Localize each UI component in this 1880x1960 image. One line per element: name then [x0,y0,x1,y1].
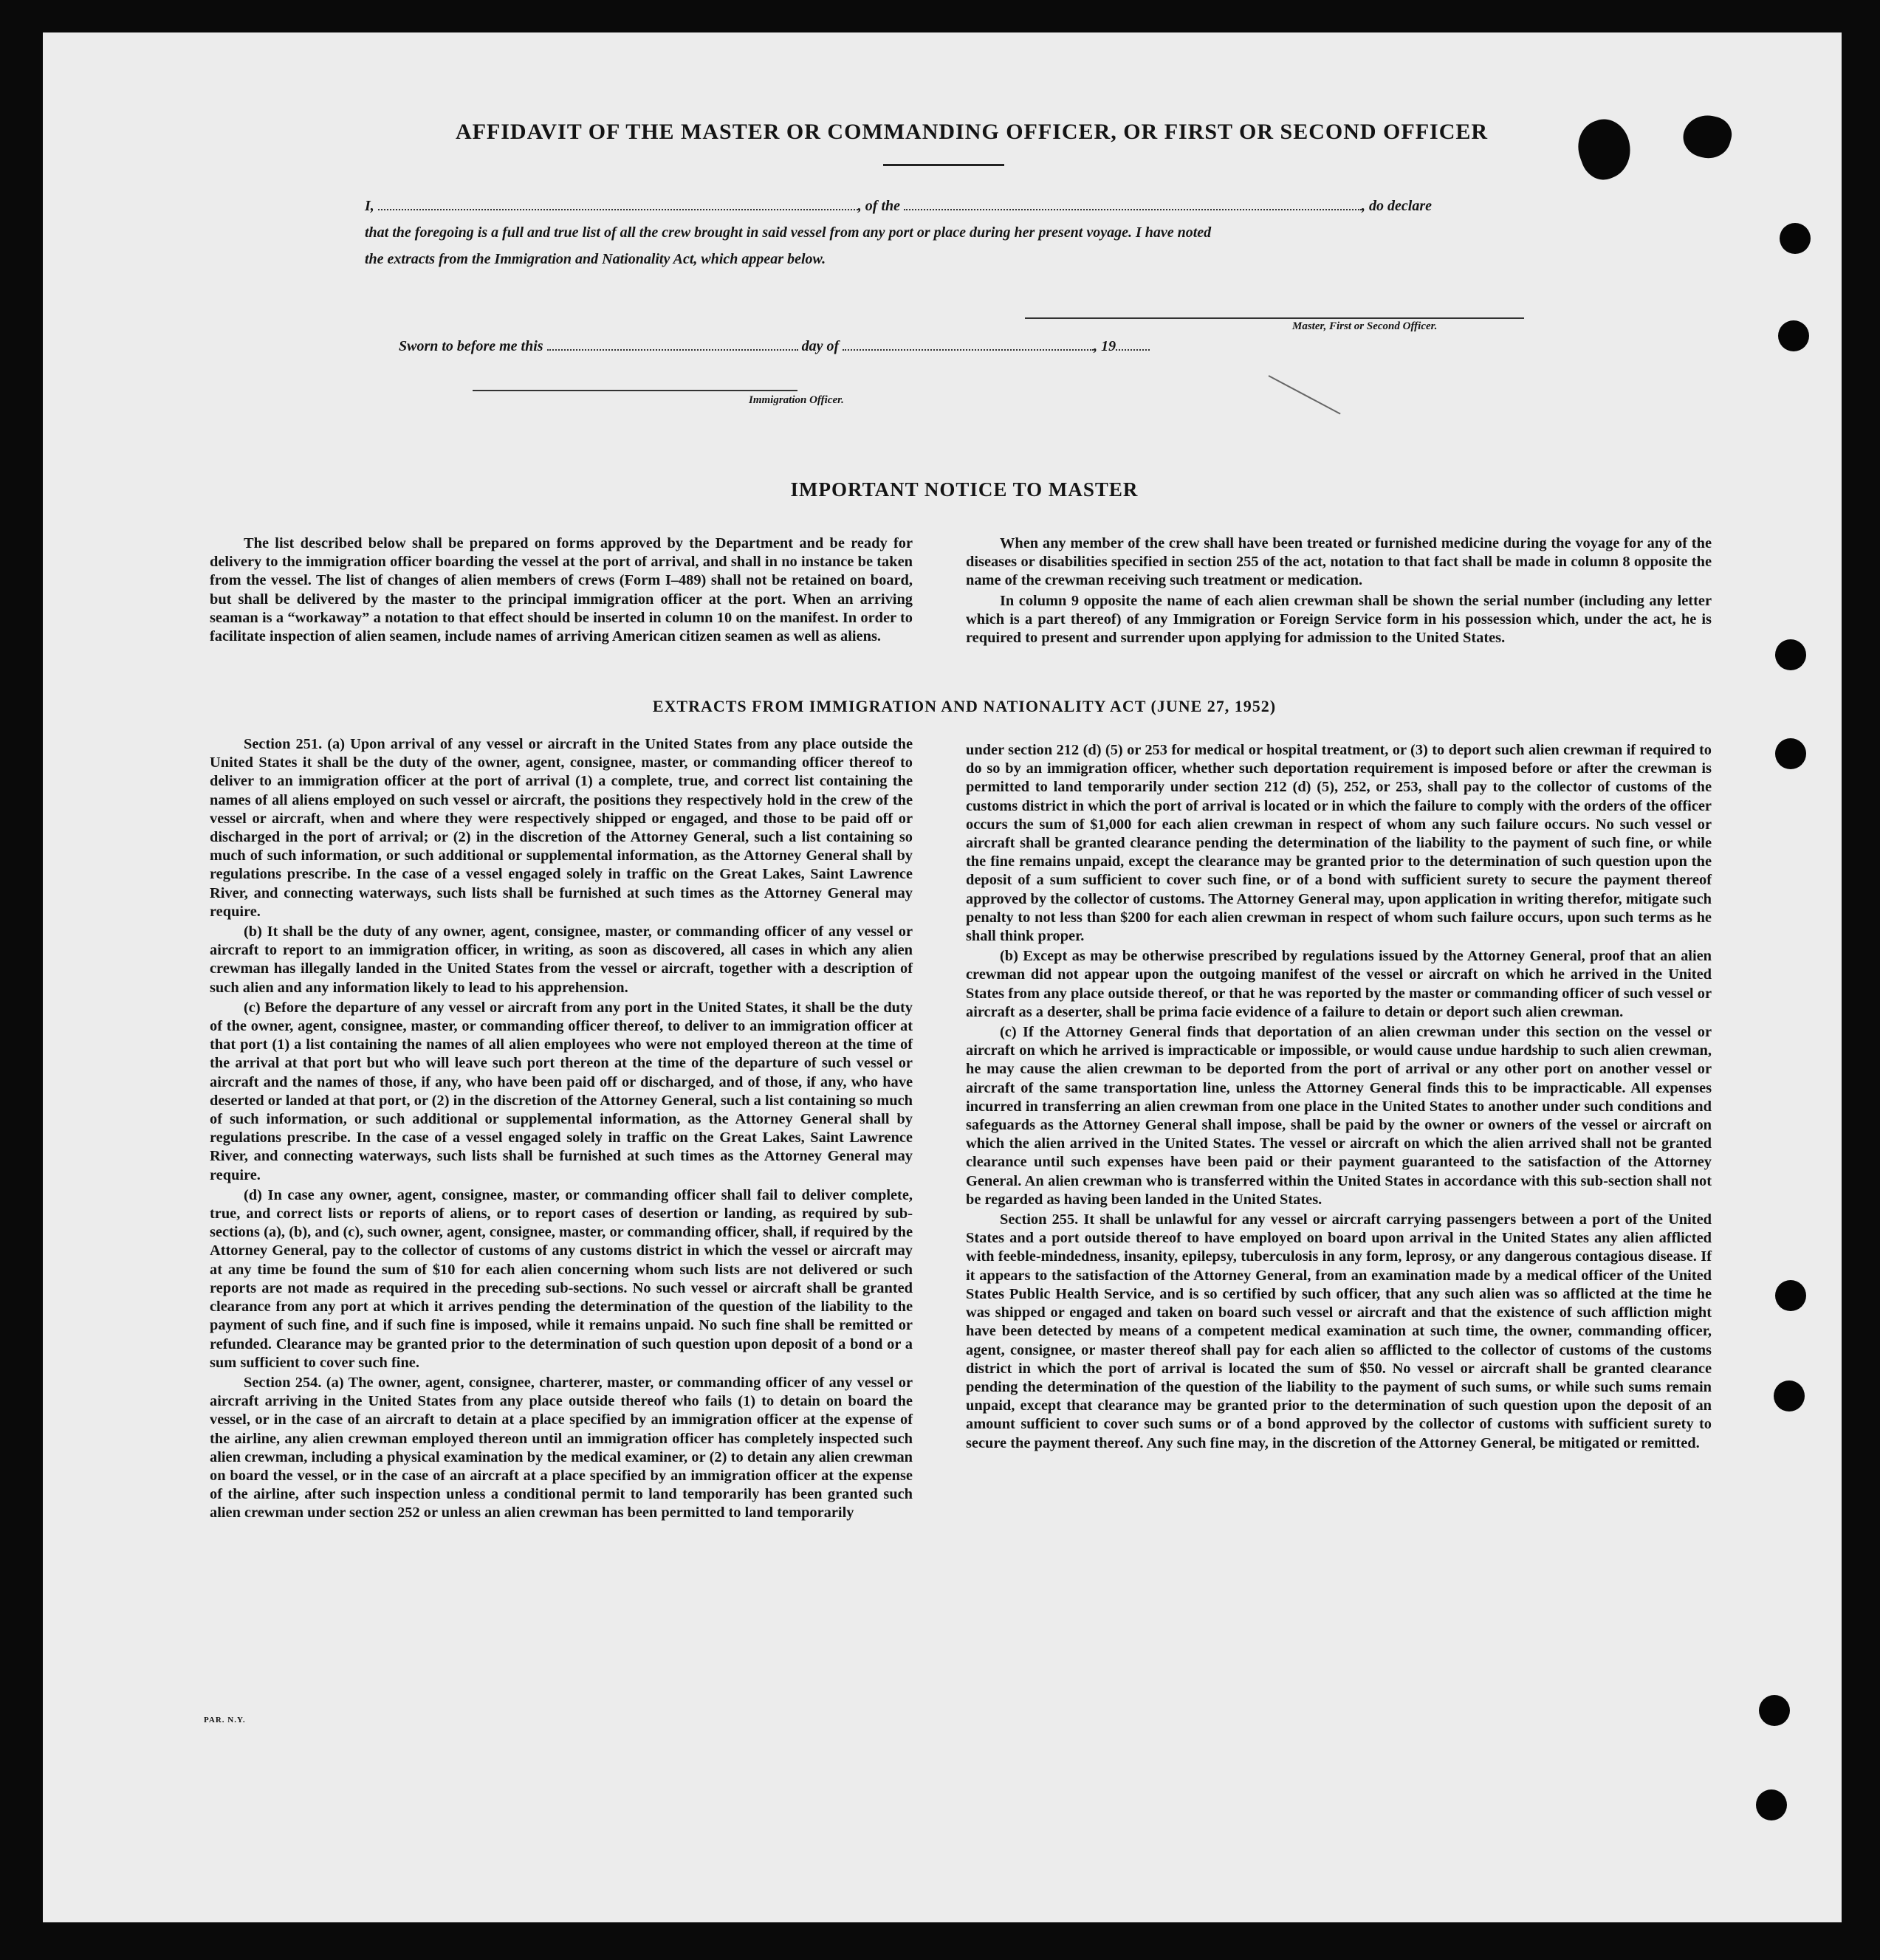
document-page [43,32,1842,1922]
name-blank[interactable] [378,206,858,210]
title-rule [883,164,1004,166]
extracts-left-column [210,735,913,1524]
extracts-title: EXTRACTS FROM IMMIGRATION AND NATIONALITY ACT (JUNE 27, 1952) [652,697,1277,715]
signature-caption: Master, First or Second Officer. [1292,320,1438,332]
notice-paragraph: When any member of the crew shall have been treated or furnished medicine during the voyage for any of the diseases or disabilities specified in section 255 of the act, notation to that fact shall be made in column 8 opposite the name of the crewman receiving such treatment or medication. [966,535,1712,589]
extract-paragraph: (b) It shall be the duty of any owner, agent, consignee, master, or commanding officer of any vessel or aircraft to report to an immigration officer, in writing, as soon as discovered, all cases in which any alien crewman has illegally landed in the United States from the vessel or aircraft, together with a description of such alien and any information likely to lead to his apprehension. [210,924,913,996]
notice-paragraph: The list described below shall be prepared on forms approved by the Department and be ready for delivery to the immigration officer boarding the vessel at the port of arrival, and shall in no instance be taken from the vessel. The list of changes of alien members of crews (Form I–489) shall not be retained on board, but shall be delivered by the master to the principal immigration officer at the port. When an arriving seaman is a “workaway” a notation to that effect should be inserted in column 10 on the manifest. In order to facilitate inspection of alien seamen, include names of arriving American citizen seamen as well as aliens. [210,535,913,645]
affidavit-line-1 [365,198,1432,215]
sworn-day-blank[interactable] [547,346,798,351]
document-title: AFFIDAVIT OF THE MASTER OR COMMANDING OFFICER, OR FIRST OR SECOND OFFICER [455,120,1489,144]
signature-line[interactable] [1025,317,1524,319]
extract-paragraph: (d) In case any owner, agent, consignee, master, or commanding officer shall fail to deliver complete, true, and correct lists or reports of aliens, or to report cases of desertion or landing, as required by sub-sections (a), (b), and (c), such owner, agent, consignee, master, or commanding officer, shall, if required by the Attorney General, pay to the collector of customs of any customs district in which the vessel or aircraft may at any time be found the sum of $10 for each alien concerning whom such lists are not delivered or such reports are not made as required in the preceding sub-sections. No such vessel or aircraft shall be granted clearance from any port at which it arrives pending the determination of the question of the liability to the payment of such fine, and if such fine is imposed, while it remains unpaid. No such fine shall be remitted or refunded. Clearance may be granted prior to the determination of such question upon deposit of a bond or a sum sufficient to cover such fine. [210,1186,913,1371]
notice-right-text [966,534,1712,649]
extract-paragraph: Section 251. (a) Upon arrival of any vessel or aircraft in the United States from any place outside the United States it shall be the duty of the owner, agent, consignee, master, or commanding officer thereof to deliver to an immigration officer at the port of arrival (1) a complete, true, and correct list containing the names of all aliens employed on such vessel or aircraft, the positions they respectively hold in the crew of the vessel or aircraft, when and where they were respectively shipped or engaged, and those to be paid off or discharged in the port of arrival; or (2) in the discretion of the Attorney General, such a list containing so much of such information, or such additional or supplemental information, as the Attorney General shall by regulations prescribe. In the case of a vessel engaged solely in traffic on the Great Lakes, Saint Lawrence River, and connecting waterways, such lists shall be furnished at such times as the Attorney General may require. [210,736,913,920]
punch-hole [1775,1280,1806,1311]
year-label: , 19 [1094,338,1116,354]
extract-paragraph: (c) If the Attorney General finds that deportation of an alien crewman under this section on the vessel or aircraft on which he arrived is impracticable or impossible, or would cause undue hardship to such alien crewman, he may cause the alien crewman to be deported from the port of arrival or any other port on another vessel or aircraft of the same transportation line, unless the Attorney General finds this to be impracticable. All expenses incurred in transferring an alien crewman from one place in the United States to another under such conditions and safeguards as the Attorney General shall impose, shall be paid by the owner or owners of the vessel or aircraft on which the alien arrived in the United States. The vessel or aircraft on which the alien arrived shall not be granted clearance until such expenses have been paid or their payment guaranteed to the satisfaction of the Attorney General. An alien crewman who is transferred within the United States in accordance with this sub-section shall not be regarded as having been landed in the United States. [966,1024,1712,1208]
do-declare-label: , do declare [1362,198,1432,214]
day-of-label: day of [801,338,840,354]
notice-left-text [210,534,913,647]
scan-scratch [1269,375,1341,414]
sworn-label: Sworn to before me this [399,338,543,354]
punch-hole [1756,1789,1787,1820]
notice-title: IMPORTANT NOTICE TO MASTER [790,478,1139,501]
vessel-blank[interactable] [904,206,1362,210]
punch-hole [1780,223,1811,254]
declaration-line-2: that the foregoing is a full and true list of all the crew brought in said vessel from any port or place during her present voyage. I have noted [365,224,1212,241]
punch-hole [1774,1380,1805,1411]
punch-hole [1775,639,1806,670]
declaration-line-3: the extracts from the Immigration and Nationality Act, which appear below. [365,251,826,267]
ink-blot [1679,110,1736,164]
extract-paragraph: Section 255. It shall be unlawful for any vessel or aircraft carrying passengers between a port of the United States and a port outside thereof to have employed on board upon arrival in the United States any alien afflicted with feeble-mindedness, insanity, epilepsy, tuberculosis in any form, leprosy, or any dangerous contagious disease. If it appears to the satisfaction of the Attorney General, from an examination made by a medical officer of the United States Public Health Service, and is so certified by such officer, that any such alien was so afflicted at the time he was shipped or engaged and taken on board such vessel or aircraft and that the existence of such affliction might have been detected by means of a competent medical examination at such time, the owner, commanding officer, agent, consignee, or master thereof shall pay for each alien so afflicted to the collector of customs of the customs district in which the port of arrival is located the sum of $50. No vessel or aircraft shall be granted clearance pending the determination of the question of the liability to the payment of such sums, or while such sums remain unpaid, except that clearance may be granted prior to the determination of such question upon the deposit of an amount sufficient to cover such sums or of a bond approved by the collector of customs with sufficient surety to secure the payment thereof. Any such fine may, in the discretion of the Attorney General, be mitigated or remitted. [966,1211,1712,1451]
extract-paragraph: (c) Before the departure of any vessel or aircraft from any port in the United States, it shall be the duty of the owner, agent, consignee, master, or commanding officer thereof, to deliver to an immigration officer at that port (1) a list containing the names of all alien employees who were not employed thereon at the time of the arrival at that port but who will leave such port thereon at the time of the departure of such vessel or aircraft and the names of those, if any, who have been paid off or discharged, and of those, if any, who have deserted or landed at that port, or (2) in the discretion of the Attorney General, such a list containing so much of such information, or such additional or supplemental information, as the Attorney General shall by regulations prescribe. In the case of a vessel engaged solely in traffic on the Great Lakes, Saint Lawrence River, and connecting waterways, such lists shall be furnished at such times as the Attorney General may require. [210,999,913,1183]
punch-hole [1759,1695,1790,1726]
officer-caption: Immigration Officer. [749,394,844,406]
punch-hole [1778,320,1809,351]
sworn-month-blank[interactable] [843,346,1094,351]
extracts-right-column [966,741,1712,1454]
notice-paragraph: In column 9 opposite the name of each alien crewman shall be shown the serial number (including any letter which is a part thereof) of any Immigration or Foreign Service form in his possession which, under the act, he is required to present and surrender upon applying for admission to the United States. [966,592,1712,647]
of-the-label: , of the [857,198,901,214]
officer-signature-line[interactable] [473,390,797,391]
extract-paragraph: Section 254. (a) The owner, agent, consignee, charterer, master, or commanding officer of any vessel or aircraft arriving in the United States from any place outside thereof who fails (1) to detain on board the vessel, or in the case of an aircraft to detain at a place specified by an immigration officer at the expense of the airline, any alien crewman employed thereon until an immigration officer has completely inspected such alien crewman, including a physical examination by the medical examiner, or (2) to detain any alien crewman on board the vessel, or in the case of an aircraft at a place specified by an immigration officer at the expense of the airline, after such inspection unless a conditional permit to land temporarily has been granted such alien crewman under section 252 or unless an alien crewman has been permitted to land temporarily [210,1374,913,1521]
sworn-line [399,338,1150,355]
i-label: I, [365,198,374,214]
sworn-year-blank[interactable] [1116,346,1150,351]
extract-paragraph: (b) Except as may be otherwise prescribed by regulations issued by the Attorney General, proof that an alien crewman did not appear upon the outgoing manifest of the vessel or aircraft on which he arrived in the United States from any place outside thereof, or that he was reported by the master or commanding officer of such vessel or aircraft as a deserter, shall be prima facie evidence of a failure to detain or deport such alien crewman. [966,948,1712,1020]
punch-hole [1775,738,1806,769]
printer-code: PAR. N.Y. [204,1716,246,1725]
extract-paragraph: under section 212 (d) (5) or 253 for medical or hospital treatment, or (3) to deport such alien crewman if required to do so by an immigration officer, whether such deportation requirement is imposed before or after the crewman is permitted to land temporarily under section 212 (d) (5), 252, or 253, shall pay to the collector of customs of the customs district in which the port of arrival is located or in which the failure to comply with the orders of the officer occurs the sum of $1,000 for each alien crewman in respect of whom any such failure occurs. No such vessel or aircraft shall be granted clearance pending the determination of the liability to the payment of such fine, or while the fine remains unpaid, except the clearance may be granted prior to the determination of such question upon the deposit of a sum sufficient to cover such fine, or of a bond with sufficient surety to secure the payment thereof approved by the collector of customs. The Attorney General may, upon application in writing therefor, mitigate such penalty to not less than $200 for each alien crewman in respect of whom such failure occurs, upon such terms as he shall think proper. [966,742,1712,945]
